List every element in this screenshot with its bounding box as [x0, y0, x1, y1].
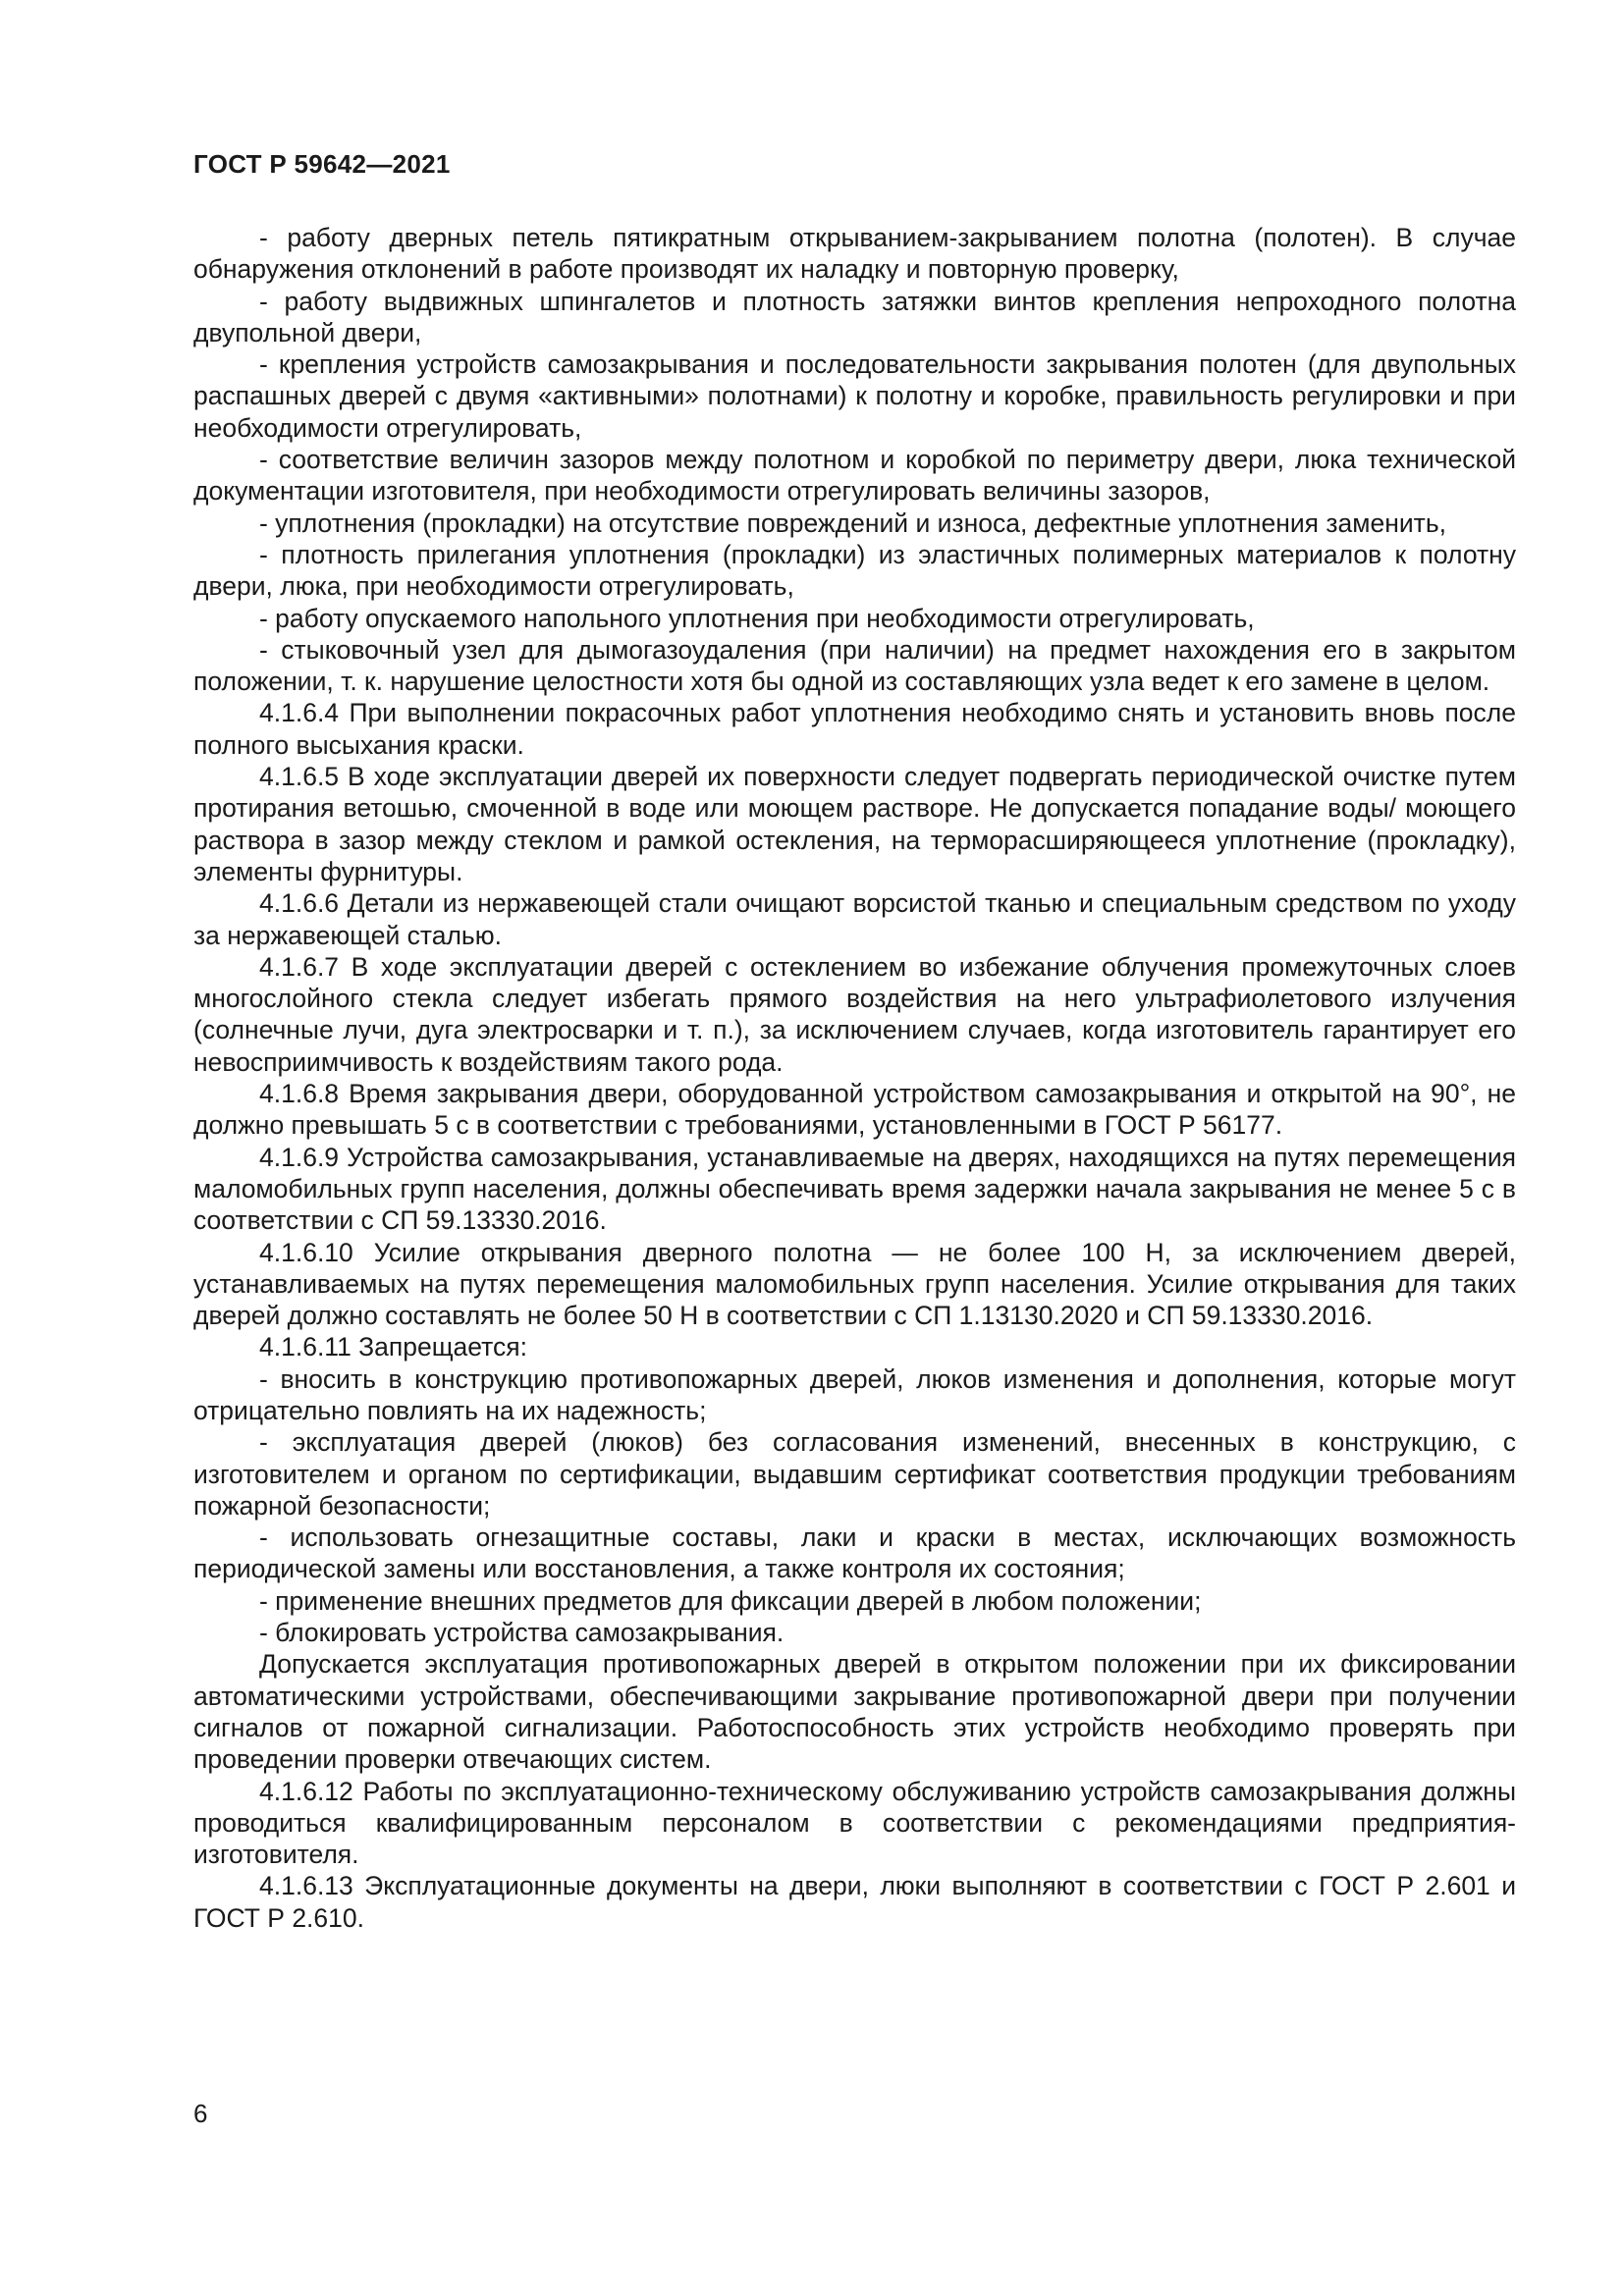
- clause-4-1-6-12: 4.1.6.12 Работы по эксплуатационно-техническому обслуживанию устройств самозакрывания должны проводиться квалифицированным персоналом в соответствии с рекомендациями предприятия-изготовителя.: [193, 1776, 1516, 1870]
- list-item: - применение внешних предметов для фиксации дверей в любом положении;: [259, 1585, 1202, 1616]
- list-item: - соответствие величин зазоров между полотном и коробкой по периметру двери, люка технической документации изготовителя, при необходимости отрегулировать величины зазоров,: [193, 445, 1516, 507]
- list-item: - уплотнения (прокладки) на отсутствие повреждений и износа, дефектные уплотнения заменить,: [259, 507, 1446, 538]
- list-item: - работу выдвижных шпингалетов и плотность затяжки винтов крепления непроходного полотна двупольной двери,: [193, 286, 1516, 347]
- list-item: - вносить в конструкцию противопожарных дверей, люков изменения и дополнения, которые могут отрицательно повлиять на их надежность;: [193, 1363, 1516, 1425]
- list-item: - крепления устройств самозакрывания и последовательности закрывания полотен (для двупольных распашных дверей с двумя «активными» полотнами) к полотну и коробке, правильность регулировки и при необходимости отрегулировать,: [193, 349, 1516, 443]
- clause-4-1-6-13: 4.1.6.13 Эксплуатационные документы на двери, люки выполняют в соответствии с ГОСТ Р 2.601 и ГОСТ Р 2.610.: [193, 1871, 1516, 1933]
- clause-4-1-6-10: 4.1.6.10 Усилие открывания дверного полотна — не более 100 Н, за исключением дверей, устанавливаемых на путях перемещения маломобильных групп населения. Усилие открывания для таких дверей должно составлять не более 50 Н в соответствии с СП 1.13130.2020 и СП 59.13330.2016.: [193, 1237, 1516, 1331]
- list-item: - использовать огнезащитные составы, лаки и краски в местах, исключающих возможность периодической замены или восстановления, а также контроля их состояния;: [193, 1522, 1516, 1584]
- list-item: - плотность прилегания уплотнения (прокладки) из эластичных полимерных материалов к полотну двери, люка, при необходимости отрегулировать,: [193, 539, 1516, 602]
- clause-4-1-6-5: 4.1.6.5 В ходе эксплуатации дверей их поверхности следует подвергать периодической очистке путем протирания ветошью, смоченной в воде или моющем растворе. Не допускается попадание воды/ моющего раствора в зазор между стеклом и рамкой остекления, на терморасширяющееся уплотнение (прокладку), элементы фурнитуры.: [193, 762, 1516, 886]
- clause-4-1-6-7: 4.1.6.7 В ходе эксплуатации дверей с остеклением во избежание облучения промежуточных слоев многослойного стекла следует избегать прямого воздействия на него ультрафиолетового излучения (солнечные лучи, дуга электросварки и т. п.), за исключением случаев, когда изготовитель гарантирует его невосприимчивость к воздействиям такого рода.: [193, 951, 1516, 1077]
- list-item: - эксплуатация дверей (люков) без согласования изменений, внесенных в конструкцию, с изготовителем и органом по сертификации, выдавшим сертификат соответствия продукции требованиям пожарной безопасности;: [193, 1427, 1516, 1521]
- list-item: - работу опускаемого напольного уплотнения при необходимости отрегулировать,: [259, 603, 1255, 633]
- clause-4-1-6-4: 4.1.6.4 При выполнении покрасочных работ уплотнения необходимо снять и установить вновь после полного высыхания краски.: [193, 698, 1516, 760]
- list-item: - блокировать устройства самозакрывания.: [259, 1618, 785, 1648]
- document-header: ГОСТ Р 59642—2021: [193, 149, 451, 179]
- page-number: 6: [193, 2099, 208, 2128]
- list-item: - работу дверных петель пятикратным открыванием-закрыванием полотна (полотен). В случае обнаружения отклонений в работе производят их наладку и повторную проверку,: [193, 223, 1516, 285]
- clause-4-1-6-11: 4.1.6.11 Запрещается:: [259, 1332, 527, 1362]
- document-body: [193, 222, 1516, 1934]
- clause-4-1-6-9: 4.1.6.9 Устройства самозакрывания, устанавливаемые на дверях, находящихся на путях перемещения маломобильных групп населения, должны обеспечивать время задержки начала закрывания не менее 5 с в соответствии с СП 59.13330.2016.: [193, 1142, 1516, 1236]
- list-item: - стыковочный узел для дымогазоудаления (при наличии) на предмет нахождения его в закрытом положении, т. к. нарушение целостности хотя бы одной из составляющих узла ведет к его замене в целом.: [193, 634, 1516, 697]
- clause-4-1-6-8: 4.1.6.8 Время закрывания двери, оборудованной устройством самозакрывания и открытой на 90°, не должно превышать 5 с в соответствии с требованиями, установленными в ГОСТ Р 56177.: [193, 1079, 1516, 1141]
- paragraph: Допускается эксплуатация противопожарных дверей в открытом положении при их фиксировании автоматическими устройствами, обеспечивающими закрывание противопожарной двери при получении сигналов от пожарной сигнализации. Работоспособность этих устройств необходимо проверять при проведении проверки отвечающих систем.: [193, 1649, 1516, 1775]
- clause-4-1-6-6: 4.1.6.6 Детали из нержавеющей стали очищают ворсистой тканью и специальным средством по уходу за нержавеющей сталью.: [193, 888, 1516, 950]
